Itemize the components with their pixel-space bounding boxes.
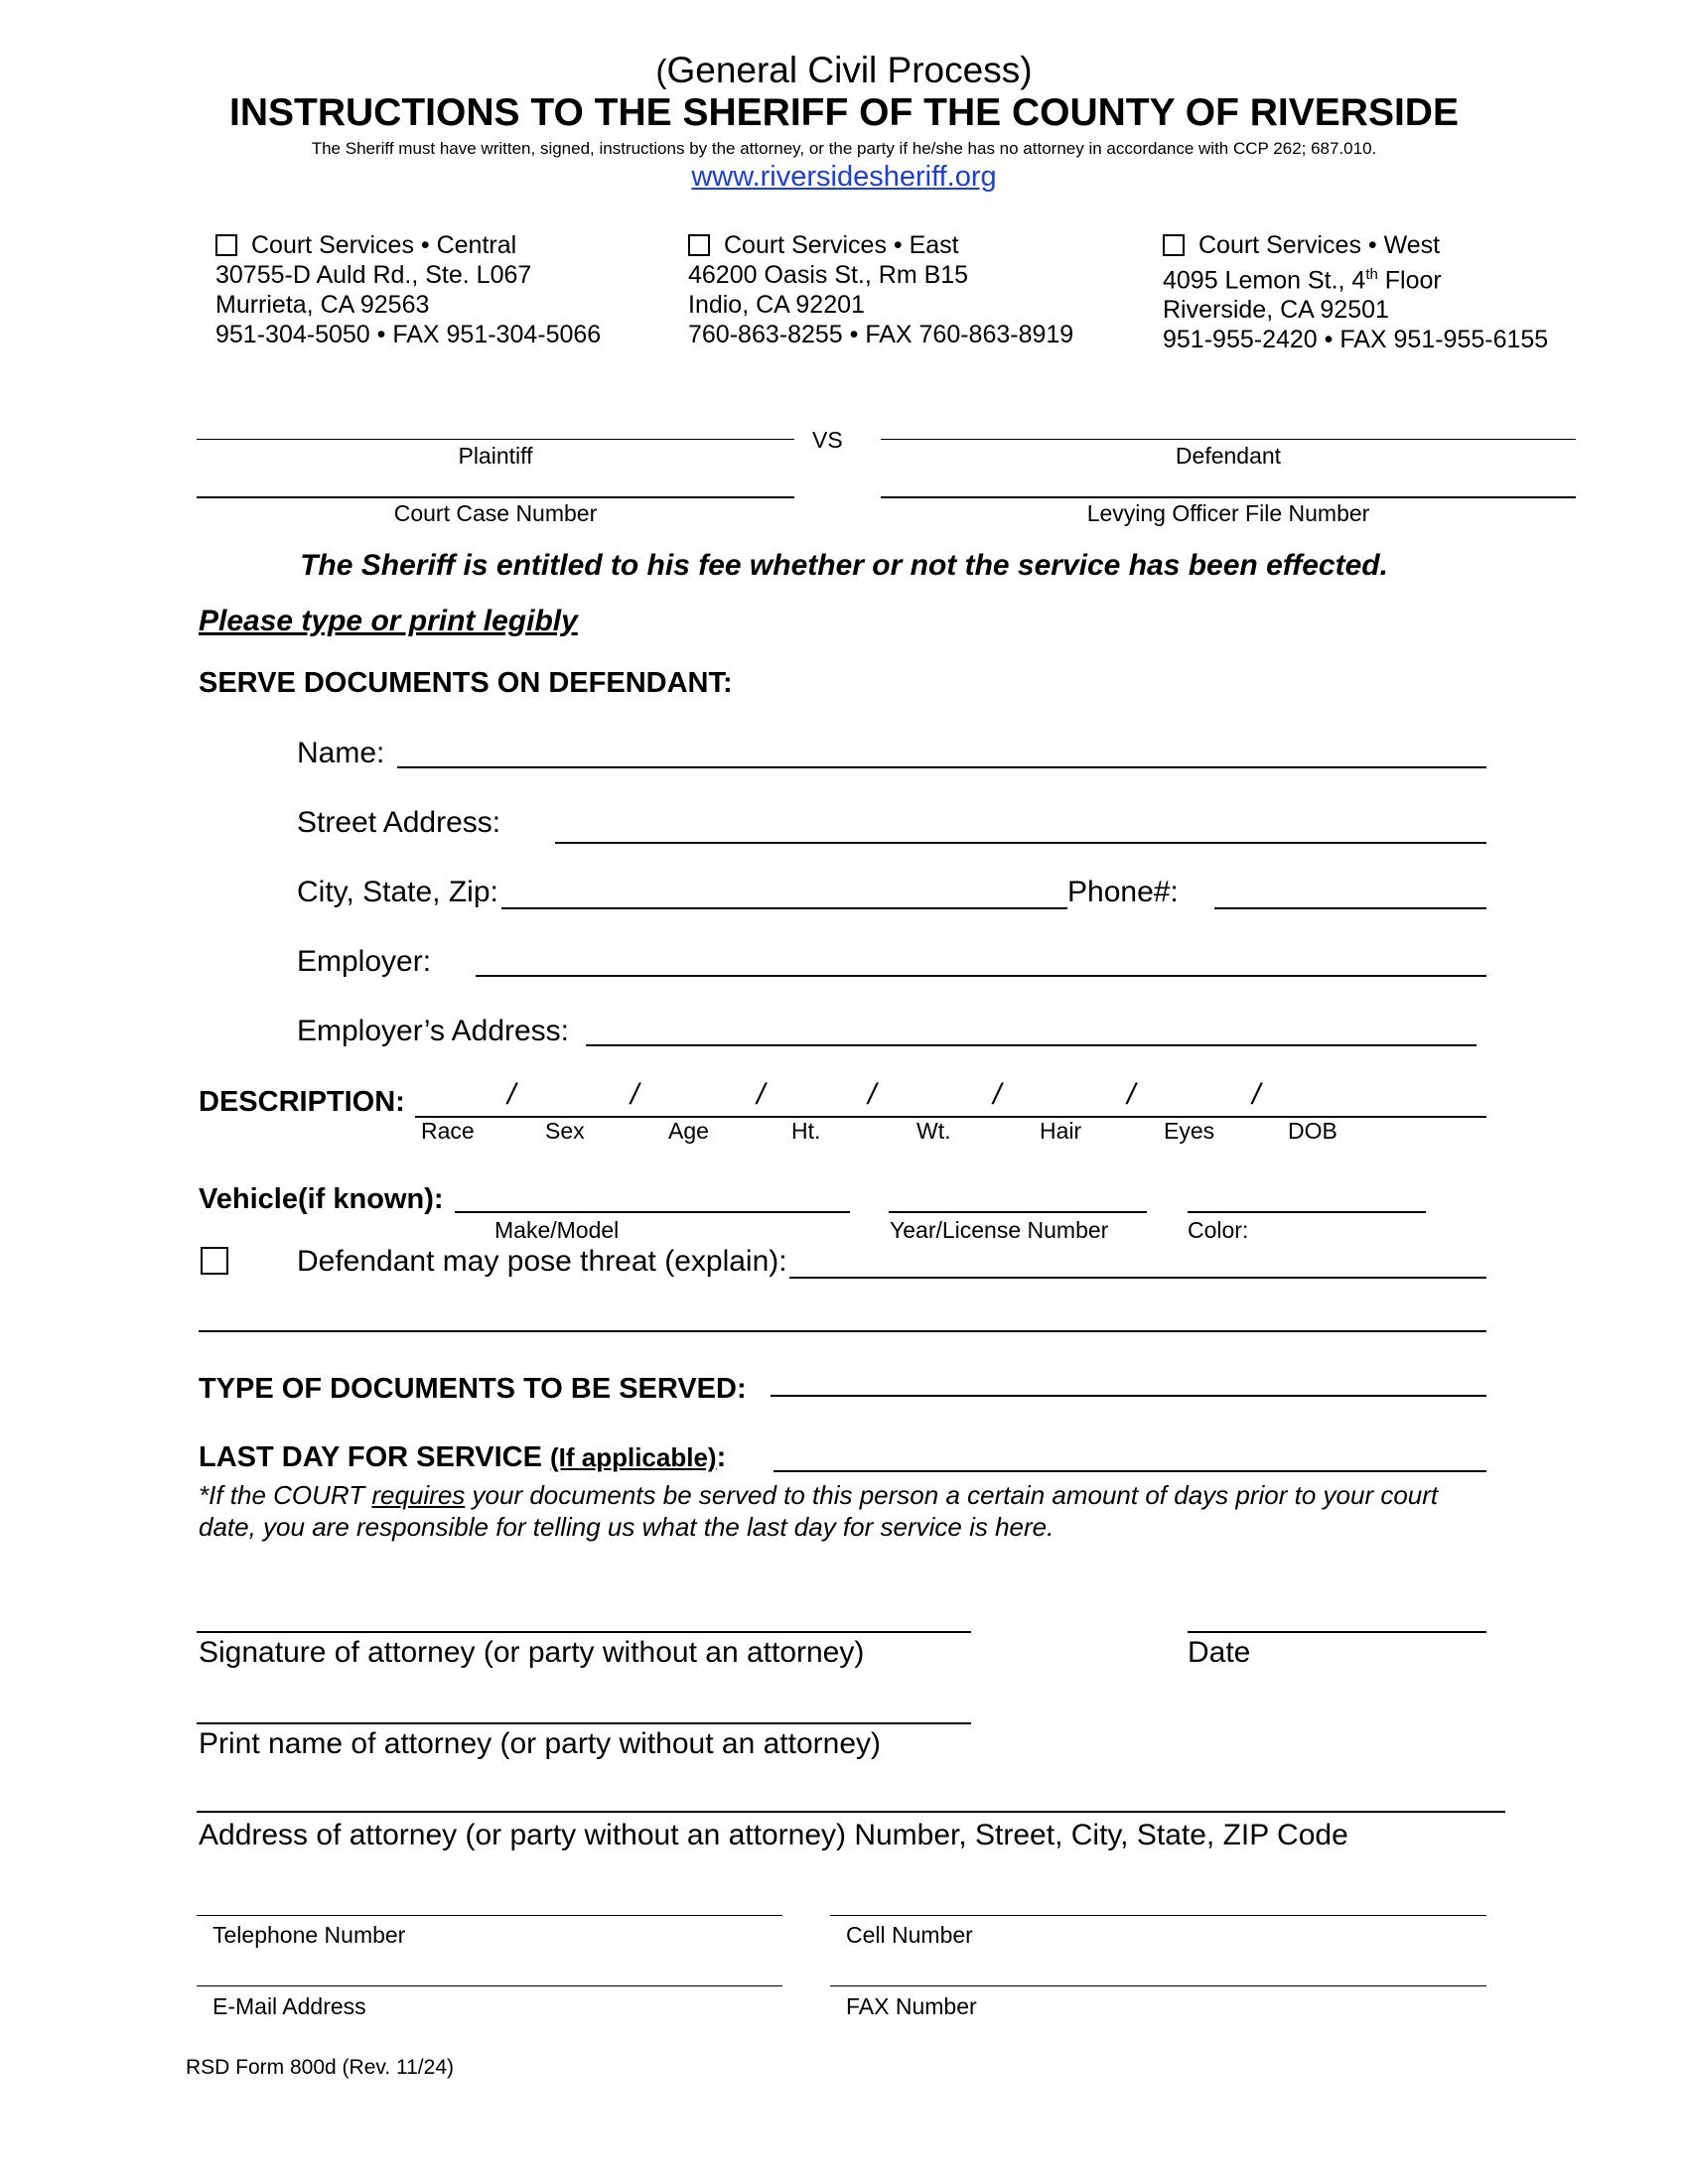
doc-types-field[interactable]: [771, 1395, 1486, 1397]
plaintiff-line[interactable]: [197, 439, 794, 440]
threat-checkbox[interactable]: [201, 1247, 228, 1275]
form-number: RSD Form 800d (Rev. 11/24): [186, 2056, 454, 2079]
attorney-address-label: Address of attorney (or party without an attorney) Number, Street, City, State, ZIP Code: [199, 1819, 1348, 1851]
email-line[interactable]: [197, 1985, 782, 1986]
vehicle-color-label: Color:: [1188, 1217, 1249, 1243]
office-east-checkbox[interactable]: [688, 234, 710, 256]
threat-field[interactable]: [789, 1277, 1486, 1279]
form-title: INSTRUCTIONS TO THE SHERIFF OF THE COUNTY OF RIVERSIDE: [229, 91, 1459, 134]
employer-address-field[interactable]: [586, 1044, 1477, 1046]
description-separator: /: [757, 1078, 766, 1111]
city-field[interactable]: [501, 907, 1067, 909]
description-dob: DOB: [1288, 1118, 1337, 1144]
office-east: Court Services • East 46200 Oasis St., Rm B15 Indio, CA 92201 760-863-8255 • FAX 760-863-8919: [688, 231, 1074, 348]
description-separator: /: [1127, 1078, 1136, 1111]
email-label: E-Mail Address: [212, 1993, 366, 2019]
office-central-checkbox[interactable]: [215, 234, 237, 256]
vs-label: VS: [812, 427, 843, 453]
legal-notice: The Sheriff must have written, signed, instructions by the attorney, or the party if he/she has no attorney in accordance with CCP 262; 687.010.: [311, 139, 1377, 158]
phone-label: Phone#:: [1067, 876, 1179, 908]
print-name-label: Print name of attorney (or party without an attorney): [199, 1727, 881, 1760]
office-west: Court Services • West 4095 Lemon St., 4th Floor Riverside, CA 92501 951-955-2420 • FAX 951-955-6155: [1163, 231, 1549, 354]
fax-label: FAX Number: [846, 1993, 977, 2019]
employer-field[interactable]: [476, 975, 1486, 977]
attorney-address-line[interactable]: [197, 1811, 1505, 1813]
date-label: Date: [1188, 1636, 1251, 1669]
last-day-label: LAST DAY FOR SERVICE (If applicable):: [199, 1441, 727, 1473]
phone-field[interactable]: [1214, 907, 1486, 909]
description-race: Race: [421, 1118, 475, 1144]
description-separator: /: [631, 1078, 639, 1111]
last-day-note: *If the COURT requires your documents be served to this person a certain amount of days prior to your court date, you are responsible for telling us what the last day for service is here.: [199, 1480, 1439, 1542]
description-hair: Hair: [1040, 1118, 1082, 1144]
city-label: City, State, Zip:: [297, 876, 498, 908]
office-central: Court Services • Central 30755-D Auld Rd., Ste. L067 Murrieta, CA 92563 951-304-5050 • FAX 951-304-5066: [215, 231, 602, 348]
vehicle-color-field[interactable]: [1188, 1211, 1426, 1213]
description-separator: /: [1252, 1078, 1261, 1111]
description-separator: /: [868, 1078, 877, 1111]
case-number-line[interactable]: [197, 496, 794, 498]
form-subtitle: (General Civil Process): [655, 50, 1033, 90]
fax-line[interactable]: [830, 1985, 1486, 1986]
description-separator: /: [993, 1078, 1002, 1111]
telephone-line[interactable]: [197, 1915, 782, 1916]
street-field[interactable]: [555, 842, 1486, 844]
description-sex: Sex: [545, 1118, 585, 1144]
description-age: Age: [668, 1118, 709, 1144]
vehicle-year-field[interactable]: [889, 1211, 1147, 1213]
defendant-label: Defendant: [1175, 443, 1282, 469]
vehicle-make-label: Make/Model: [494, 1217, 620, 1243]
doc-types-label: TYPE OF DOCUMENTS TO BE SERVED:: [199, 1373, 747, 1405]
defendant-line[interactable]: [881, 439, 1576, 440]
vehicle-year-label: Year/License Number: [890, 1217, 1109, 1243]
description-separator: /: [507, 1078, 516, 1111]
last-day-field[interactable]: [774, 1470, 1486, 1472]
print-name-line[interactable]: [197, 1722, 971, 1724]
vehicle-label: Vehicle(if known):: [199, 1183, 444, 1215]
fee-notice: The Sheriff is entitled to his fee whether or not the service has been effected.: [300, 549, 1388, 582]
cell-line[interactable]: [830, 1915, 1486, 1916]
cell-label: Cell Number: [846, 1922, 973, 1948]
print-notice: Please type or print legibly: [199, 605, 578, 637]
threat-label: Defendant may pose threat (explain):: [297, 1245, 787, 1278]
website-link[interactable]: www.riversidesheriff.org: [691, 161, 997, 193]
name-label: Name:: [297, 737, 385, 769]
file-number-label: Levying Officer File Number: [1086, 500, 1370, 526]
telephone-label: Telephone Number: [212, 1922, 406, 1948]
employer-label: Employer:: [297, 945, 432, 978]
office-west-checkbox[interactable]: [1163, 234, 1185, 256]
date-line[interactable]: [1188, 1631, 1486, 1633]
name-field[interactable]: [397, 766, 1486, 768]
description-weight: Wt.: [916, 1118, 951, 1144]
file-number-line[interactable]: [881, 496, 1576, 498]
description-height: Ht.: [791, 1118, 821, 1144]
employer-address-label: Employer’s Address:: [297, 1015, 570, 1047]
signature-label: Signature of attorney (or party without an attorney): [199, 1636, 865, 1669]
signature-line[interactable]: [197, 1631, 971, 1633]
description-label: DESCRIPTION:: [199, 1086, 405, 1118]
vehicle-make-field[interactable]: [455, 1211, 850, 1213]
serve-heading: SERVE DOCUMENTS ON DEFENDANT:: [199, 667, 733, 699]
plaintiff-label: Plaintiff: [458, 443, 533, 469]
threat-field-continued[interactable]: [199, 1330, 1486, 1332]
description-eyes: Eyes: [1164, 1118, 1215, 1144]
street-label: Street Address:: [297, 806, 501, 839]
case-number-label: Court Case Number: [393, 500, 598, 526]
